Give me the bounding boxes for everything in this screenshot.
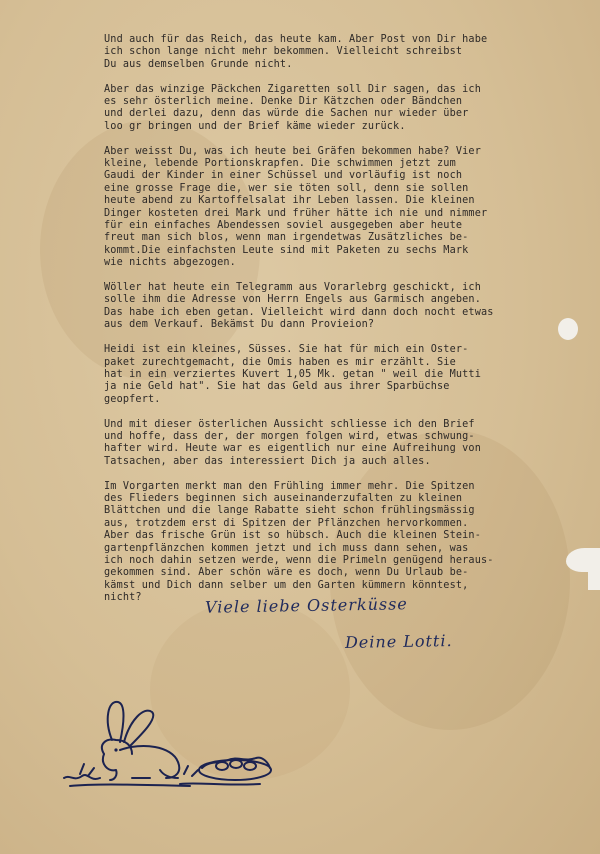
letter-paragraph: [104, 84, 574, 134]
letter-line: und derlei dazu, denn das würde die Sachen nur wieder über: [104, 108, 469, 120]
grass-strokes: [80, 764, 198, 776]
egg: [216, 762, 228, 770]
letter-line: und hoffe, dass der, der morgen folgen wird, etwas schwung-: [104, 430, 475, 442]
letter-paragraph: [104, 419, 574, 469]
letter-line: wie nichts abgezogen.: [104, 257, 236, 269]
letter-paragraph: [104, 146, 574, 270]
rabbit-ear-right: [124, 711, 153, 746]
letter-line: Gaudi der Kinder in einer Schüssel und vorläufig ist noch: [104, 170, 463, 182]
letter-line: Aber das winzige Päckchen Zigaretten soll Dir sagen, das ich: [104, 83, 482, 95]
letter-line: für ein einfaches Abendessen soviel ausgegeben aber heute: [104, 220, 463, 232]
rabbit-ear-left: [108, 702, 124, 742]
letter-line: Aber weisst Du, was ich heute bei Gräfen bekommen habe? Vier: [104, 145, 482, 157]
letter-line: nicht?: [104, 592, 142, 604]
letter-line: Dinger kosteten drei Mark und früher hätte ich nie und nimmer: [104, 207, 488, 219]
letter-line: Tatsachen, aber das interessiert Dich ja auch alles.: [104, 455, 431, 467]
letter-line: ich schon lange nicht mehr bekommen. Vielleicht schreibst: [104, 46, 463, 58]
letter-line: ich noch dahin setzen werde, wenn die Primeln genügend heraus-: [104, 554, 494, 566]
letter-line: Das habe ich eben getan. Vielleicht wird dann doch nocht etwas: [104, 306, 494, 318]
letter-line: ja nie Geld hat". Sie hat das Geld aus ihrer Sparbüchse: [104, 381, 450, 393]
letter-line: freut man sich blos, wenn man irgendetwas Zusätzliches be-: [104, 232, 469, 244]
egg: [244, 762, 256, 770]
letter-line: Du aus demselben Grunde nicht.: [104, 58, 293, 70]
letter-line: Und mit dieser österlichen Aussicht schliesse ich den Brief: [104, 418, 475, 430]
letter-line: aus dem Verkauf. Bekämst Du dann Provieion?: [104, 319, 375, 331]
signature-name: Deine Lotti.: [344, 631, 453, 652]
letter-body: [104, 34, 574, 617]
letter-line: gartenpflänzchen kommen jetzt und ich muss dann sehen, was: [104, 542, 469, 554]
letter-line: gekommen sind. Aber schön wäre es doch, wenn Du Urlaub be-: [104, 567, 469, 579]
letter-line: kommt.Die einfachsten Leute sind mit Paketen zu sechs Mark: [104, 244, 469, 256]
letter-line: kleine, lebende Portionskrapfen. Die schwimmen jetzt zum: [104, 158, 456, 170]
rabbit-drawing: [60, 690, 300, 800]
letter-line: des Flieders beginnen sich auseinanderzufalten zu kleinen: [104, 492, 463, 504]
letter-line: Blättchen und die lange Rabatte sieht schon frühlingsmässig: [104, 505, 475, 517]
letter-line: hafter wird. Heute war es eigentlich nur eine Aufreihung von: [104, 443, 482, 455]
letter-line: geopfert.: [104, 393, 161, 405]
letter-line: heute abend zu Kartoffelsalat ihr Leben lassen. Die kleinen: [104, 195, 475, 207]
letter-line: paket zurechtgemacht, die Omis haben es mir erzählt. Sie: [104, 356, 456, 368]
letter-line: Wöller hat heute ein Telegramm aus Vorarlebrg geschickt, ich: [104, 282, 482, 294]
letter-paragraph: [104, 344, 574, 406]
letter-line: hat in ein verziertes Kuvert 1,05 Mk. getan " weil die Mutti: [104, 368, 482, 380]
letter-line: aus, trotzdem erst di Spitzen der Pflänzchen hervorkommen.: [104, 517, 469, 529]
rabbit-body: [120, 746, 179, 778]
signature-greeting: Viele liebe Osterküsse: [204, 594, 408, 617]
letter-line: es sehr österlich meine. Denke Dir Kätzchen oder Bändchen: [104, 96, 463, 108]
letter-line: Aber das frische Grün ist so hübsch. Auch die kleinen Stein-: [104, 530, 482, 542]
letter-line: Heidi ist ein kleines, Süsses. Sie hat für mich ein Oster-: [104, 344, 469, 356]
letter-line: loo gr bringen und der Brief käme wieder zurück.: [104, 120, 406, 132]
letter-line: solle ihm die Adresse von Herrn Engels aus Garmisch angeben.: [104, 294, 482, 306]
letter-paragraph: [104, 481, 574, 605]
letter-line: Und auch für das Reich, das heute kam. Aber Post von Dir habe: [104, 34, 488, 45]
letter-line: eine grosse Frage die, wer sie töten soll, denn sie sollen: [104, 182, 469, 194]
letter-paragraph: [104, 282, 574, 332]
rabbit-front: [103, 754, 117, 780]
paper-edge-tear: [588, 560, 600, 590]
egg: [230, 760, 242, 768]
rabbit-eye: [114, 748, 117, 751]
letter-paragraph: [104, 34, 574, 71]
rabbit-legs: [132, 770, 178, 778]
letter-line: kämst und Dich dann selber um den Garten kümmern könntest,: [104, 579, 469, 591]
letter-line: Im Vorgarten merkt man den Frühling immer mehr. Die Spitzen: [104, 480, 475, 492]
